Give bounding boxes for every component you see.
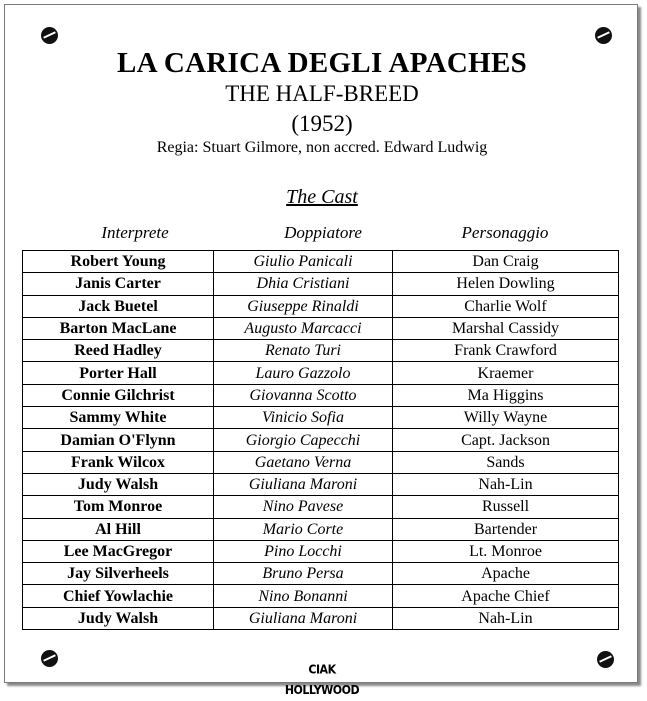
ciak-hollywood-logo: CIAK HOLLYWOOD <box>284 661 360 698</box>
plaque <box>4 4 638 698</box>
cast-role-cell: Nah-Lin <box>393 607 619 629</box>
cast-actor-cell: Al Hill <box>23 518 214 540</box>
cast-dubber-cell: Bruno Persa <box>214 563 393 585</box>
cast-role-cell: Lt. Monroe <box>393 540 619 562</box>
cast-actor-cell: Frank Wilcox <box>23 451 214 473</box>
table-row <box>23 473 619 495</box>
cast-actor-cell: Jack Buetel <box>23 295 214 317</box>
screw-icon <box>41 650 58 667</box>
cast-actor-cell: Porter Hall <box>23 362 214 384</box>
cast-role-cell: Capt. Jackson <box>393 429 619 451</box>
column-header-dubber: Doppiatore <box>284 223 362 242</box>
cast-dubber-cell: Giovanna Scotto <box>214 384 393 406</box>
table-row <box>23 518 619 540</box>
director-credit: Regia: Stuart Gilmore, non accred. Edward Ludwig <box>156 139 488 156</box>
cast-actor-cell: Judy Walsh <box>23 607 214 629</box>
release-year: (1952) <box>291 111 353 136</box>
cast-dubber-cell: Pino Locchi <box>214 540 393 562</box>
cast-actor-cell: Barton MacLane <box>23 317 214 339</box>
cast-role-cell: Willy Wayne <box>393 407 619 429</box>
cast-dubber-cell: Giulio Panicali <box>214 251 393 273</box>
cast-actor-cell: Sammy White <box>23 407 214 429</box>
cast-dubber-cell: Giuliana Maroni <box>214 473 393 495</box>
cast-heading-text: The Cast <box>286 186 358 208</box>
cast-dubber-cell: Dhia Cristiani <box>214 273 393 295</box>
cast-actor-cell: Judy Walsh <box>23 473 214 495</box>
cast-role-cell: Charlie Wolf <box>393 295 619 317</box>
table-row <box>23 384 619 406</box>
column-header-role: Personaggio <box>461 223 549 242</box>
cast-table <box>22 250 619 630</box>
table-row <box>23 407 619 429</box>
table-row <box>23 362 619 384</box>
table-row <box>23 451 619 473</box>
cast-dubber-cell: Nino Pavese <box>214 496 393 518</box>
cast-actor-cell: Chief Yowlachie <box>23 585 214 607</box>
cast-role-cell: Nah-Lin <box>393 473 619 495</box>
screw-icon <box>595 27 612 44</box>
cast-heading <box>5 186 639 209</box>
cast-dubber-cell: Giuseppe Rinaldi <box>214 295 393 317</box>
cast-dubber-cell: Nino Bonanni <box>214 585 393 607</box>
cast-actor-cell: Janis Carter <box>23 273 214 295</box>
table-row <box>23 429 619 451</box>
cast-actor-cell: Connie Gilchrist <box>23 384 214 406</box>
cast-role-cell: Apache <box>393 563 619 585</box>
cast-dubber-cell: Renato Turi <box>214 340 393 362</box>
original-title: THE HALF-BREED <box>225 81 419 106</box>
cast-role-cell: Frank Crawford <box>393 340 619 362</box>
table-row <box>23 295 619 317</box>
table-row <box>23 563 619 585</box>
cast-actor-cell: Reed Hadley <box>23 340 214 362</box>
page-title: LA CARICA DEGLI APACHES <box>116 47 528 79</box>
cast-dubber-cell: Augusto Marcacci <box>214 317 393 339</box>
cast-role-cell: Russell <box>393 496 619 518</box>
table-row <box>23 607 619 629</box>
cast-dubber-cell: Giuliana Maroni <box>214 607 393 629</box>
cast-role-cell: Helen Dowling <box>393 273 619 295</box>
column-header-actor: Interprete <box>101 223 169 242</box>
cast-actor-cell: Tom Monroe <box>23 496 214 518</box>
screw-icon <box>41 27 58 44</box>
cast-dubber-cell: Gaetano Verna <box>214 451 393 473</box>
cast-role-cell: Apache Chief <box>393 585 619 607</box>
cast-dubber-cell: Mario Corte <box>214 518 393 540</box>
table-row <box>23 340 619 362</box>
cast-role-cell: Marshal Cassidy <box>393 317 619 339</box>
cast-actor-cell: Lee MacGregor <box>23 540 214 562</box>
cast-dubber-cell: Giorgio Capecchi <box>214 429 393 451</box>
cast-actor-cell: Robert Young <box>23 251 214 273</box>
screw-icon <box>597 651 614 668</box>
table-row <box>23 540 619 562</box>
table-row <box>23 251 619 273</box>
cast-role-cell: Ma Higgins <box>393 384 619 406</box>
cast-actor-cell: Jay Silverheels <box>23 563 214 585</box>
cast-role-cell: Bartender <box>393 518 619 540</box>
cast-dubber-cell: Lauro Gazzolo <box>214 362 393 384</box>
cast-actor-cell: Damian O'Flynn <box>23 429 214 451</box>
table-row <box>23 273 619 295</box>
cast-role-cell: Sands <box>393 451 619 473</box>
table-row <box>23 496 619 518</box>
cast-role-cell: Dan Craig <box>393 251 619 273</box>
cast-role-cell: Kraemer <box>393 362 619 384</box>
table-row <box>23 317 619 339</box>
table-row <box>23 585 619 607</box>
cast-dubber-cell: Vinicio Sofia <box>214 407 393 429</box>
